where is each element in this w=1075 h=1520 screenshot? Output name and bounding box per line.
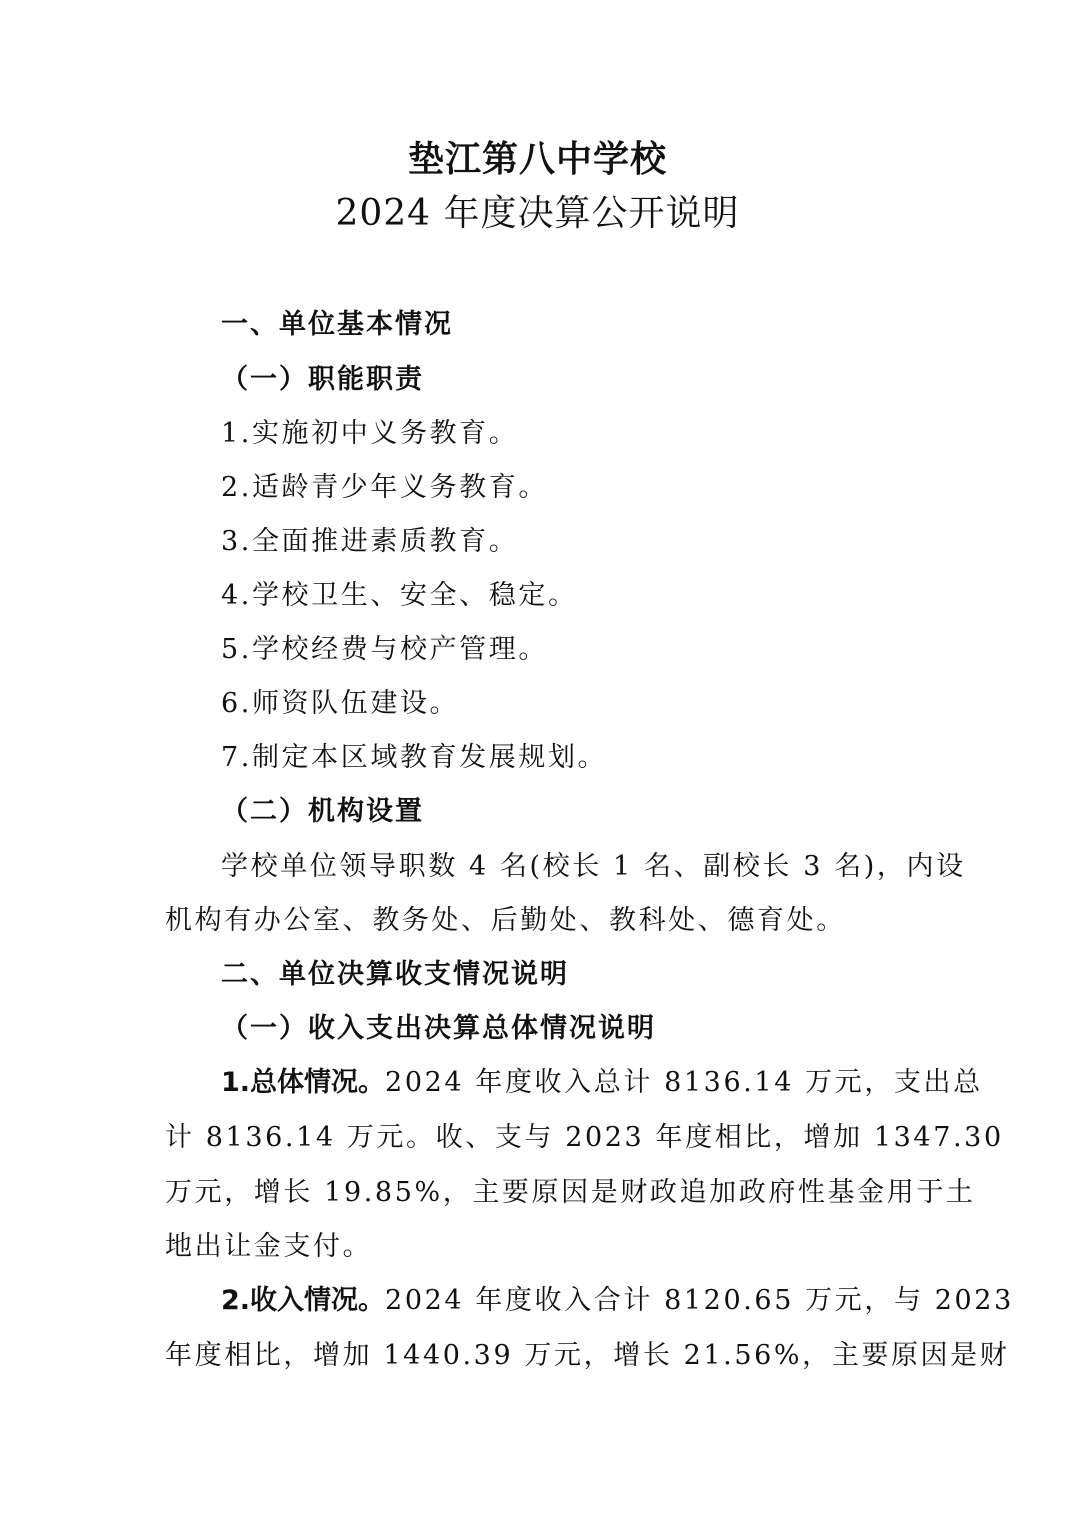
subheading-duties: （一）职能职责 bbox=[221, 364, 424, 395]
paragraph-income-line-1 bbox=[221, 1283, 1014, 1319]
document-title-report: 2024 年度决算公开说明 bbox=[335, 193, 740, 234]
section-heading-basic-info: 一、单位基本情况 bbox=[221, 309, 453, 340]
duty-item-2: 2.适龄青少年义务教育。 bbox=[221, 472, 548, 503]
paragraph-overall-line-2: 计 8136.14 万元。收、支与 2023 年度相比，增加 1347.30 bbox=[165, 1122, 1004, 1153]
subheading-overall: （一）收入支出决算总体情况说明 bbox=[221, 1013, 656, 1044]
duty-item-7: 7.制定本区域教育发展规划。 bbox=[221, 742, 608, 773]
duty-item-4: 4.学校卫生、安全、稳定。 bbox=[221, 580, 578, 611]
organization-text-line-2: 机构有办公室、教务处、后勤处、教科处、德育处。 bbox=[165, 905, 846, 936]
duty-item-1: 1.实施初中义务教育。 bbox=[221, 418, 519, 449]
paragraph-overall-line-3: 万元，增长 19.85%，主要原因是财政追加政府性基金用于土 bbox=[165, 1177, 976, 1208]
paragraph-overall-line-4: 地出让金支付。 bbox=[165, 1231, 373, 1262]
subheading-organization: （二）机构设置 bbox=[221, 796, 424, 827]
duty-item-6: 6.师资队伍建设。 bbox=[221, 688, 460, 719]
paragraph-overall-lead: 1.总体情况。 bbox=[221, 1067, 386, 1098]
paragraph-income-lead: 2.收入情况。 bbox=[221, 1285, 386, 1316]
organization-text-line-1: 学校单位领导职数 4 名(校长 1 名、副校长 3 名)，内设 bbox=[221, 851, 966, 882]
paragraph-overall-line-1 bbox=[221, 1065, 983, 1101]
section-heading-budget: 二、单位决算收支情况说明 bbox=[221, 959, 569, 990]
duty-item-3: 3.全面推进素质教育。 bbox=[221, 526, 519, 557]
duty-item-5: 5.学校经费与校产管理。 bbox=[221, 634, 548, 665]
paragraph-income-line-1-text: 2024 年度收入合计 8120.65 万元，与 2023 bbox=[385, 1285, 1014, 1316]
paragraph-overall-line-1-text: 2024 年度收入总计 8136.14 万元，支出总 bbox=[385, 1067, 983, 1098]
document-title-school: 垫江第八中学校 bbox=[407, 138, 667, 180]
paragraph-income-line-2: 年度相比，增加 1440.39 万元，增长 21.56%，主要原因是财 bbox=[165, 1340, 1010, 1371]
